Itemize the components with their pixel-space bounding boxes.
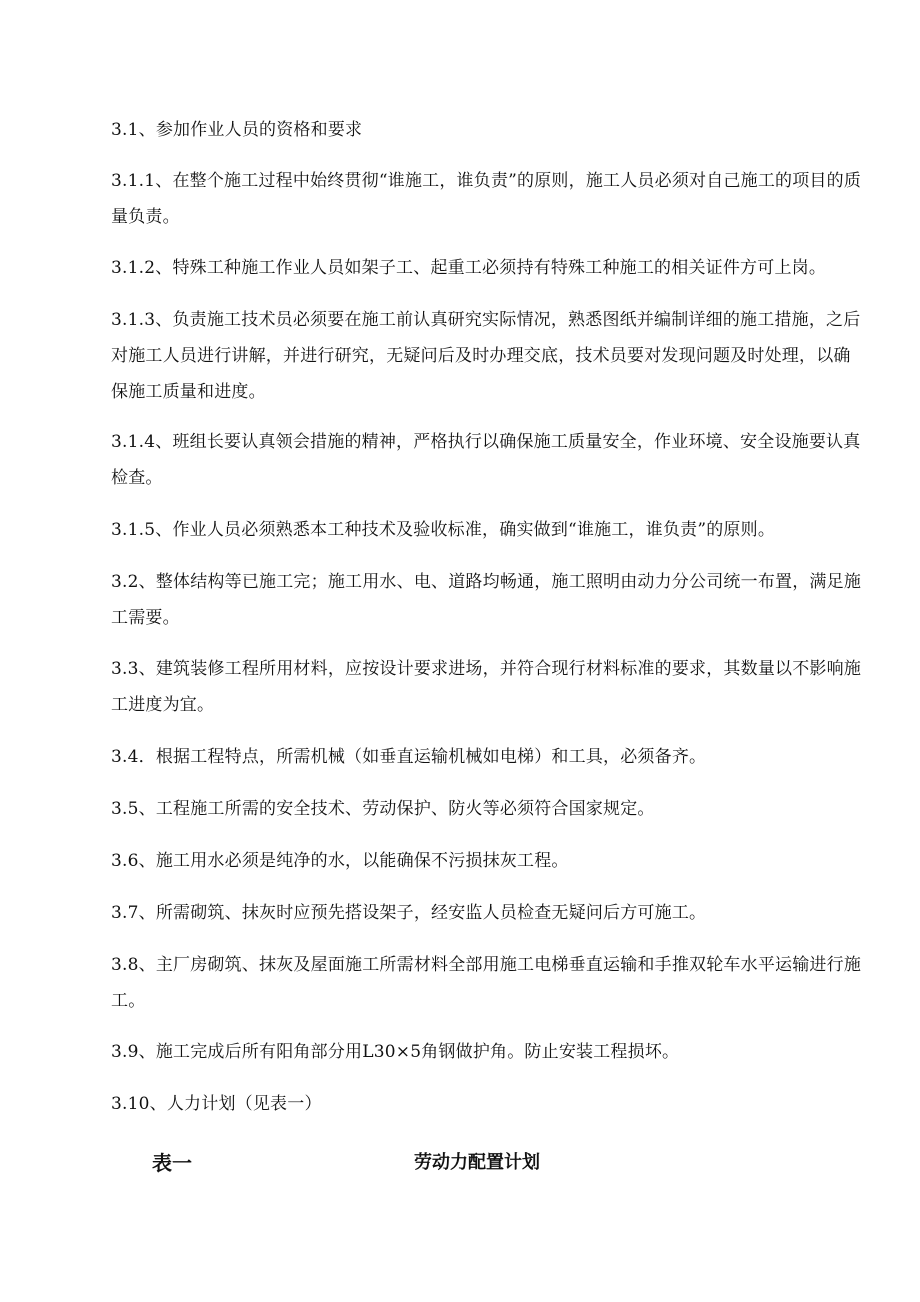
- table-label: 表一: [152, 1151, 192, 1175]
- paragraph-3-5: 3.5、工程施工所需的安全技术、劳动保护、防火等必须符合国家规定。: [111, 799, 655, 819]
- paragraph-3-2: 3.2、整体结构等已施工完；施工用水、电、道路均畅通，施工照明由动力分公司统一布置，满足施工需要。: [111, 572, 862, 628]
- paragraph-3-1-5: 3.1.5、作业人员必须熟悉本工种技术及验收标准，确实做到“谁施工，谁负责”的原则。: [111, 520, 776, 540]
- table-title: 劳动力配置计划: [414, 1152, 540, 1173]
- paragraph-3-8: 3.8、主厂房砌筑、抹灰及屋面施工所需材料全部用施工电梯垂直运输和手推双轮车水平运输进行施工。: [111, 955, 862, 1011]
- section-3-1-heading: 3.1、参加作业人员的资格和要求: [111, 120, 363, 140]
- paragraph-3-1-3: 3.1.3、负责施工技术员必须要在施工前认真研究实际情况，熟悉图纸并编制详细的施工措施，之后对施工人员进行讲解，并进行研究，无疑问后及时办理交底，技术员要对发现问题及时处理，以确保施工质量和进度。: [111, 310, 861, 402]
- paragraph-3-1-1: 3.1.1、在整个施工过程中始终贯彻“谁施工，谁负责”的原则，施工人员必须对自己施工的项目的质量负责。: [111, 171, 862, 227]
- paragraph-3-1-4: 3.1.4、班组长要认真领会措施的精神，严格执行以确保施工质量安全，作业环境、安全设施要认真检查。: [111, 432, 861, 488]
- table-caption: [152, 1147, 792, 1177]
- paragraph-3-7: 3.7、所需砌筑、抹灰时应预先搭设架子，经安监人员检查无疑问后方可施工。: [111, 903, 707, 923]
- paragraph-3-1-2: 3.1.2、特殊工种施工作业人员如架子工、起重工必须持有特殊工种施工的相关证件方可上岗。: [111, 258, 827, 278]
- paragraph-3-10: 3.10、人力计划（见表一）: [111, 1094, 322, 1114]
- paragraph-3-6: 3.6、施工用水必须是纯净的水，以能确保不污损抹灰工程。: [111, 851, 569, 871]
- paragraph-3-4: 3.4．根据工程特点，所需机械（如垂直运输机械如电梯）和工具，必须备齐。: [111, 747, 707, 767]
- paragraph-3-3: 3.3、建筑装修工程所用材料，应按设计要求进场，并符合现行材料标准的要求，其数量以不影响施工进度为宜。: [111, 659, 862, 715]
- paragraph-3-9: 3.9、施工完成后所有阳角部分用L30×5角钢做护角。防止安装工程损坏。: [111, 1042, 680, 1062]
